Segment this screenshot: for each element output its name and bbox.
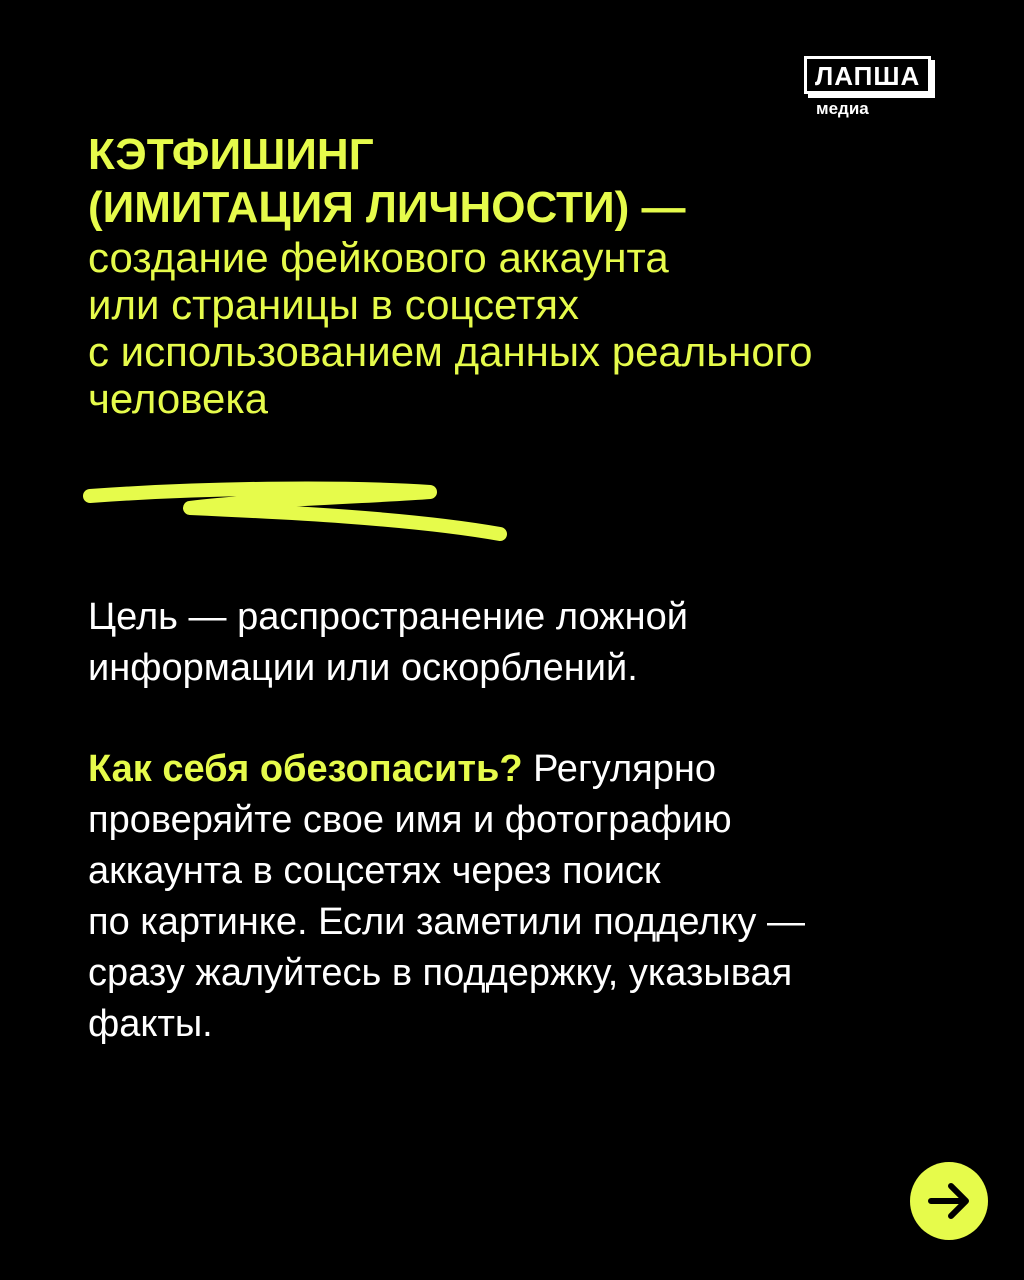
protection-answer: Регулярно проверяйте свое имя и фотографию аккаунта в соцсетях через поиск по картинке. Если заметили подделку — сразу жалуйтесь в поддержку, указывая факты. (88, 748, 805, 1045)
goal-paragraph: Цель — распространение ложной информации или оскорблений. (88, 596, 688, 689)
logo-subtitle: медиа (816, 99, 869, 118)
headline (88, 128, 988, 422)
protection-paragraph (88, 744, 988, 1050)
body-text (88, 592, 988, 1050)
protection-question: Как себя обезопасить? (88, 748, 523, 790)
next-slide-button[interactable] (910, 1162, 988, 1240)
headline-definition: создание фейкового аккаунта или страницы в соцсетях с использованием данных реального человека (88, 234, 813, 422)
squiggle-underline-icon (80, 478, 520, 558)
brand-logo (804, 56, 980, 118)
logo-wordmark: ЛАПША (804, 56, 931, 94)
arrow-right-icon (923, 1175, 975, 1227)
headline-term: КЭТФИШИНГ (ИМИТАЦИЯ ЛИЧНОСТИ) — (88, 130, 686, 232)
